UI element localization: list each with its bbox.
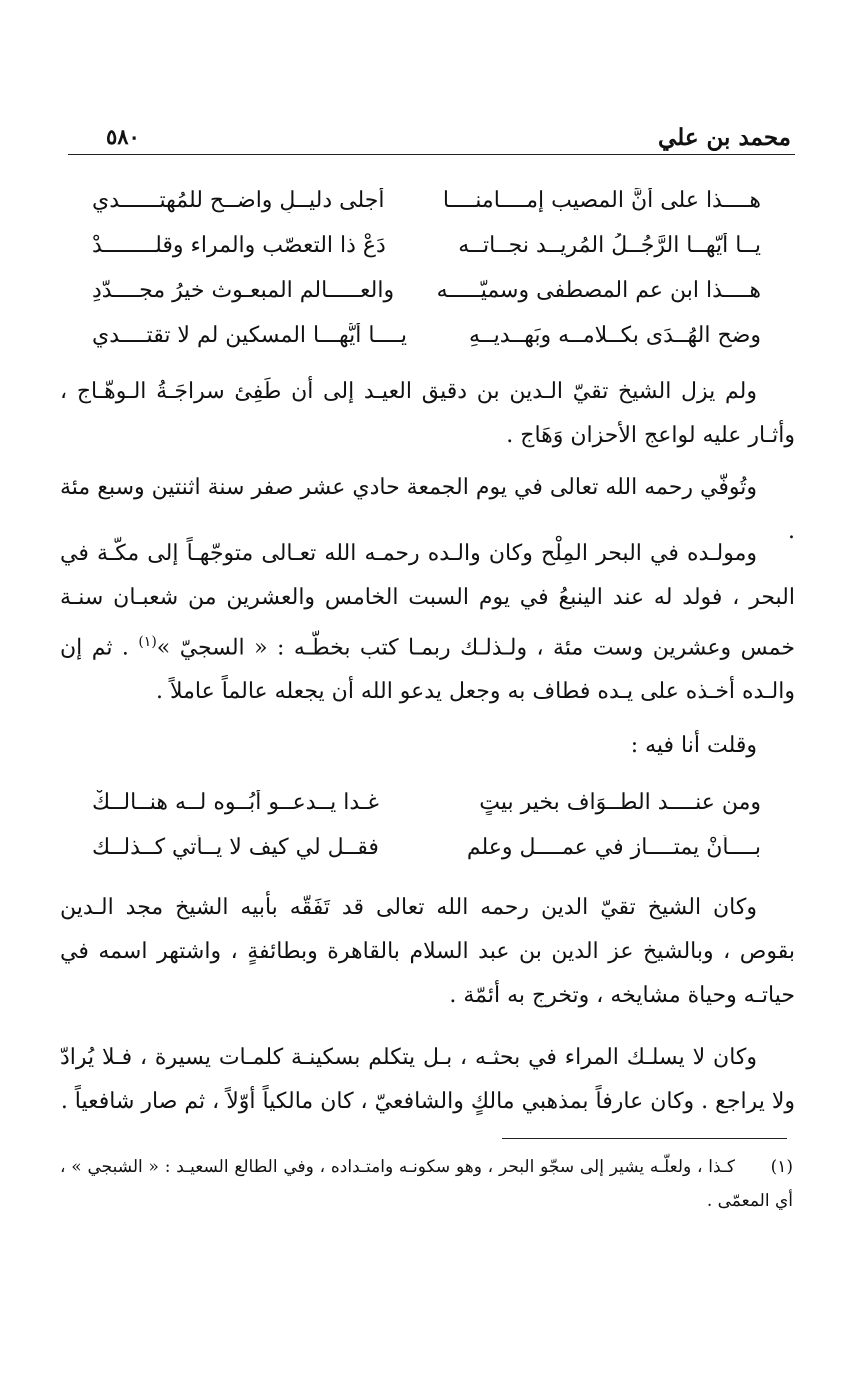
footnote-separator (502, 1138, 787, 1139)
footnote-text: كـذا ، ولعلّـه يشير إلى سجّو البحر ، وهو سكونـه وامتـداده ، وفي الطالع السعيـد : « الشبجي » ، أي المعمّى . (60, 1157, 793, 1211)
verse-line (92, 178, 761, 223)
verse-second-hemistich: غـدا يــدعــو أَبُــوه لــه هنــالــكْ (92, 790, 379, 815)
page-header (68, 118, 795, 155)
verse-second-hemistich: والعـــــالم المبعـوث خيرُ مجــــدّدِ (92, 278, 395, 303)
verse-second-hemistich: أجلى دليــلٍ واضــح للمُهتــــــدي (92, 188, 385, 213)
verse-first-hemistich: هــــذا على أنَّ المصيب إمــــامنــــا (442, 188, 761, 213)
verse-second-hemistich: فقــل لي كيف لا يــأتي كــذلــك (92, 835, 379, 860)
verse-first-hemistich: هــــذا ابن عم المصطفى وسميّـــــه (436, 278, 761, 303)
verse-first-hemistich: وضح الهُــدَى بكــلامــه وبَهــديــهِ (469, 323, 761, 348)
paragraph-birth: ومولـده في البحر المِلْح وكان والـده رحمـه الله تعـالى متوجّهـاً إلى مكّـة في البحر ، فولد له عند الينبعُ في يوم السبت الخامس والعشرين من شعبـان سنـة خمس وعشرين وست مئة ، ولـذلـك ربمـا كتب بخطّـه : « السجيّ »$^{(١)}$ . ثم إن والـده أخـذه على يـده فطاف به وجعل يدعو الله أن يجعله عالماً عاملاً . (60, 541, 795, 705)
verse-first-hemistich: يــا أيّهــا الرَّجُــلُ المُريــد نجــاتــه (458, 233, 761, 258)
running-title: محمد بن علي (658, 124, 791, 151)
verse-first-hemistich: بــــأنْ يمتــــاز في عمــــل وعلم (466, 835, 761, 860)
footnote-reference[interactable]: (١) (138, 634, 157, 650)
paragraph-death-of-father: ولم يزل الشيخ تقيّ الـدين بن دقيق العيـد إلى أن طَفِئ سراجَـةُ الـوهّـاج ، وأثـار عليه لواعج الأحزان وَهَاج . (60, 379, 795, 448)
verse-second-hemistich: يــــا أيُّهـــا المسكين لم لا تقتــــدي (92, 323, 408, 348)
verse-line (92, 313, 761, 358)
paragraph-character: وكان لا يسلـك المراء في بحثـه ، بـل يتكلم بسكينـة كلمـات يسيرة ، فـلا يُرادّ ولا يراجع . وكان عارفاً بمذهبي مالكٍ والشافعيّ ، كان مالكياً أوّلاً ، ثم صار شافعياً . (60, 1045, 795, 1114)
verse-second-hemistich: دَعْ ذا التعصّب والمراء وقلــــــــدْ (92, 233, 386, 258)
poem-block-1 (92, 178, 761, 358)
verse-line (92, 825, 761, 870)
paragraph-death-date: وتُوفّي رحمه الله تعالى في يوم الجمعة حادي عشر صفر سنة اثنتين وسبع مئة . (60, 475, 795, 544)
verse-line (92, 268, 761, 313)
paragraph-teachers: وكان الشيخ تقيّ الدين رحمه الله تعالى قد تَفَقّه بأبيه الشيخ مجد الـدين بقوص ، وبالشيخ عز الدين بن عبد السلام بالقاهرة وبطائفةٍ ، واشتهر اسمه في حياتـه وحياة مشايخه ، وتخرج به أئمّة . (60, 895, 795, 1008)
verse-line (92, 223, 761, 268)
page-number: ٥٨٠ (106, 124, 140, 149)
footnote-marker: (١) (770, 1157, 793, 1177)
verse-first-hemistich: ومن عنــــد الطــوَاف بخير بيتٍ (479, 790, 761, 815)
footnote (60, 1150, 793, 1218)
paragraph-intro-verse: وقلت أنا فيه : (630, 733, 757, 758)
verse-line (92, 780, 761, 825)
poem-block-2 (92, 780, 761, 870)
